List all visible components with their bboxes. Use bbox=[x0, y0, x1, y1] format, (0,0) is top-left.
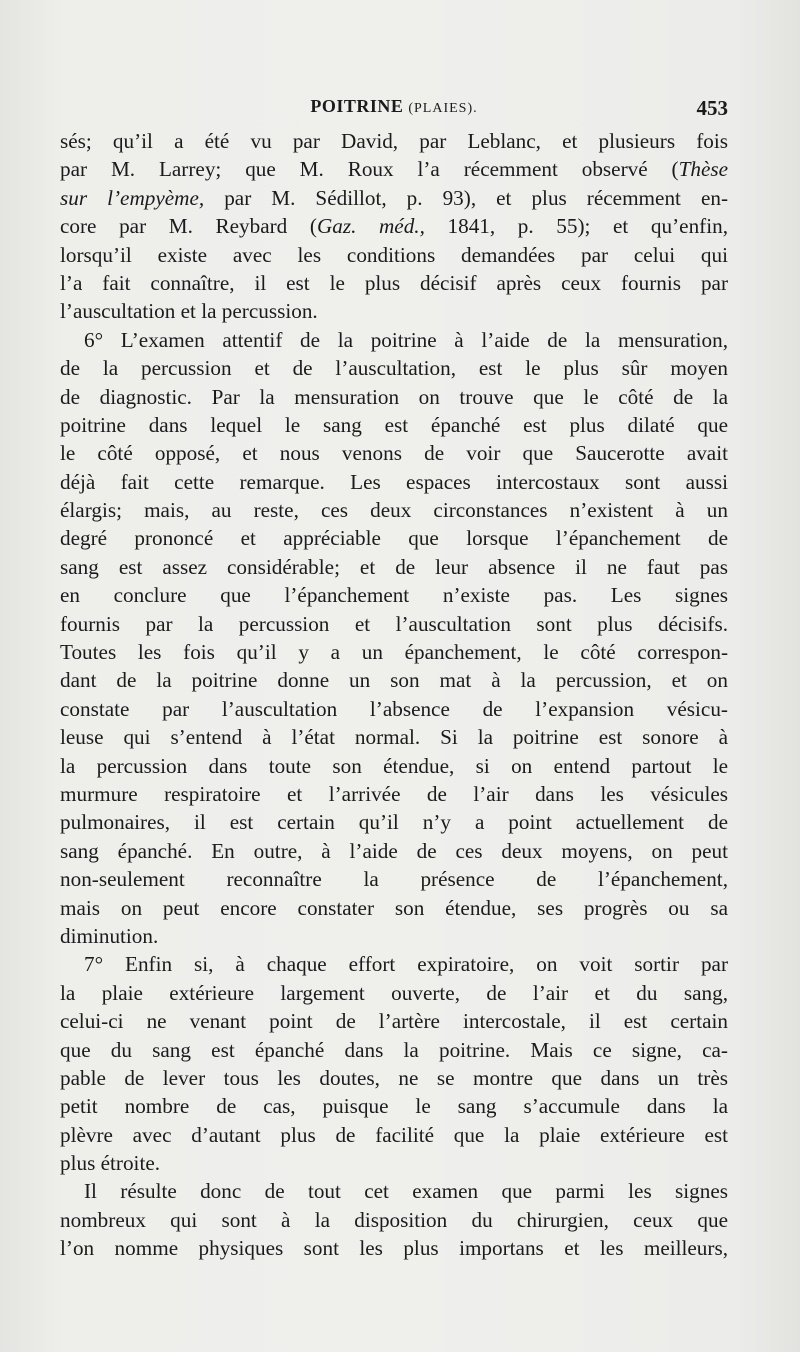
text-run: plus étroite. bbox=[60, 1151, 161, 1176]
text-line bbox=[60, 468, 728, 496]
text-run: par M. Larrey; que M. Roux l’a récemment observé ( bbox=[60, 157, 679, 182]
text-line bbox=[60, 184, 728, 212]
text-run: l’a fait connaître, il est le plus décisif après ceux fournis par bbox=[60, 270, 728, 295]
text-run: murmure respiratoire et l’arrivée de l’air dans les vésicules bbox=[60, 781, 728, 806]
text-line bbox=[60, 723, 728, 751]
text-run: lorsqu’il existe avec les conditions demandées par celui qui bbox=[60, 242, 728, 267]
running-head-subtitle: (PLAIES). bbox=[408, 101, 478, 116]
text-line bbox=[60, 1064, 728, 1092]
text-line bbox=[60, 127, 728, 155]
text-line bbox=[60, 1177, 728, 1205]
text-line bbox=[60, 581, 728, 609]
text-run: non-seulement reconnaître la présence de l’épanchement, bbox=[60, 867, 728, 892]
text-line bbox=[60, 894, 728, 922]
text-line bbox=[60, 1234, 728, 1262]
text-line bbox=[60, 979, 728, 1007]
text-run: 6° L’examen attentif de la poitrine à l’aide de la mensuration, bbox=[84, 327, 728, 352]
text-run: petit nombre de cas, puisque le sang s’accumule dans la bbox=[60, 1094, 728, 1119]
text-line bbox=[60, 553, 728, 581]
text-line bbox=[60, 638, 728, 666]
text-line bbox=[60, 922, 728, 950]
text-run: degré prononcé et appréciable que lorsque l’épanchement de bbox=[60, 526, 728, 551]
text-line bbox=[60, 297, 728, 325]
text-run: Toutes les fois qu’il y a un épanchement, le côté correspon- bbox=[60, 640, 728, 665]
running-head bbox=[60, 96, 728, 117]
text-run: déjà fait cette remarque. Les espaces intercostaux sont aussi bbox=[60, 469, 728, 494]
text-run: l’on nomme physiques sont les plus importans et les meilleurs, bbox=[60, 1236, 728, 1261]
text-run: Il résulte donc de tout cet examen que parmi les signes bbox=[84, 1179, 728, 1204]
text-line bbox=[60, 695, 728, 723]
running-head-title: POITRINE bbox=[310, 96, 404, 116]
text-run: core par M. Reybard ( bbox=[60, 214, 317, 239]
text-run: dant de la poitrine donne un son mat à la percussion, et on bbox=[60, 668, 728, 693]
text-line bbox=[60, 666, 728, 694]
text-run: pulmonaires, il est certain qu’il n’y a point actuellement de bbox=[60, 810, 728, 835]
text-line bbox=[60, 354, 728, 382]
text-line bbox=[60, 326, 728, 354]
italic-text: Thèse bbox=[678, 157, 728, 182]
text-run: élargis; mais, au reste, ces deux circonstances n’existent à un bbox=[60, 498, 728, 523]
text-run: leuse qui s’entend à l’état normal. Si la poitrine est sonore à bbox=[60, 725, 728, 750]
text-line bbox=[60, 383, 728, 411]
text-line bbox=[60, 269, 728, 297]
body-text bbox=[60, 127, 728, 1263]
text-line bbox=[60, 950, 728, 978]
text-run: pable de lever tous les doutes, ne se montre que dans un très bbox=[60, 1065, 728, 1090]
text-run: nombreux qui sont à la disposition du chirurgien, ceux que bbox=[60, 1207, 728, 1232]
text-run: celui-ci ne venant point de l’artère intercostale, il est certain bbox=[60, 1009, 728, 1034]
page-header bbox=[60, 96, 728, 126]
text-line bbox=[60, 1007, 728, 1035]
text-run: constate par l’auscultation l’absence de l’expansion vésicu- bbox=[60, 696, 728, 721]
text-run: la percussion dans toute son étendue, si on entend partout le bbox=[60, 753, 728, 778]
text-run: 7° Enfin si, à chaque effort expiratoire, on voit sortir par bbox=[84, 952, 728, 977]
text-run: que du sang est épanché dans la poitrine. Mais ce signe, ca- bbox=[60, 1037, 728, 1062]
text-line bbox=[60, 865, 728, 893]
text-line bbox=[60, 155, 728, 183]
italic-text: Gaz. méd., bbox=[316, 214, 425, 239]
text-line bbox=[60, 1206, 728, 1234]
page-number: 453 bbox=[696, 96, 728, 120]
text-run: de diagnostic. Par la mensuration on trouve que le côté de la bbox=[60, 384, 728, 409]
text-run: diminution. bbox=[60, 923, 159, 948]
text-line bbox=[60, 1092, 728, 1120]
text-run: mais on peut encore constater son étendue, ses progrès ou sa bbox=[60, 895, 728, 920]
text-line bbox=[60, 241, 728, 269]
text-run: plèvre avec d’autant plus de facilité que la plaie extérieure est bbox=[60, 1122, 728, 1147]
text-line bbox=[60, 808, 728, 836]
text-run: le côté opposé, et nous venons de voir que Saucerotte avait bbox=[60, 441, 728, 466]
text-run: 1841, p. 55); et qu’enfin, bbox=[424, 214, 729, 239]
text-run: l’auscultation et la percussion. bbox=[60, 299, 318, 324]
italic-text: sur l’empyème, bbox=[60, 185, 205, 210]
text-run: la plaie extérieure largement ouverte, de l’air et du sang, bbox=[60, 980, 728, 1005]
text-run: en conclure que l’épanchement n’existe pas. Les signes bbox=[60, 583, 728, 608]
text-line bbox=[60, 610, 728, 638]
text-line bbox=[60, 524, 728, 552]
text-run: fournis par la percussion et l’auscultation sont plus décisifs. bbox=[60, 611, 728, 636]
text-line bbox=[60, 1036, 728, 1064]
text-line bbox=[60, 212, 728, 240]
text-run: sés; qu’il a été vu par David, par Leblanc, et plusieurs fois bbox=[60, 129, 728, 153]
text-run: poitrine dans lequel le sang est épanché est plus dilaté que bbox=[60, 412, 728, 437]
text-line bbox=[60, 1121, 728, 1149]
text-line bbox=[60, 411, 728, 439]
text-line bbox=[60, 439, 728, 467]
text-line bbox=[60, 837, 728, 865]
text-run: par M. Sédillot, p. 93), et plus récemment en- bbox=[204, 185, 728, 210]
text-run: sang épanché. En outre, à l’aide de ces deux moyens, on peut bbox=[60, 838, 728, 863]
text-line bbox=[60, 752, 728, 780]
text-line bbox=[60, 780, 728, 808]
text-line bbox=[60, 496, 728, 524]
text-run: de la percussion et de l’auscultation, est le plus sûr moyen bbox=[60, 356, 728, 381]
text-run: sang est assez considérable; et de leur absence il ne faut pas bbox=[60, 554, 728, 579]
text-line bbox=[60, 1149, 728, 1177]
